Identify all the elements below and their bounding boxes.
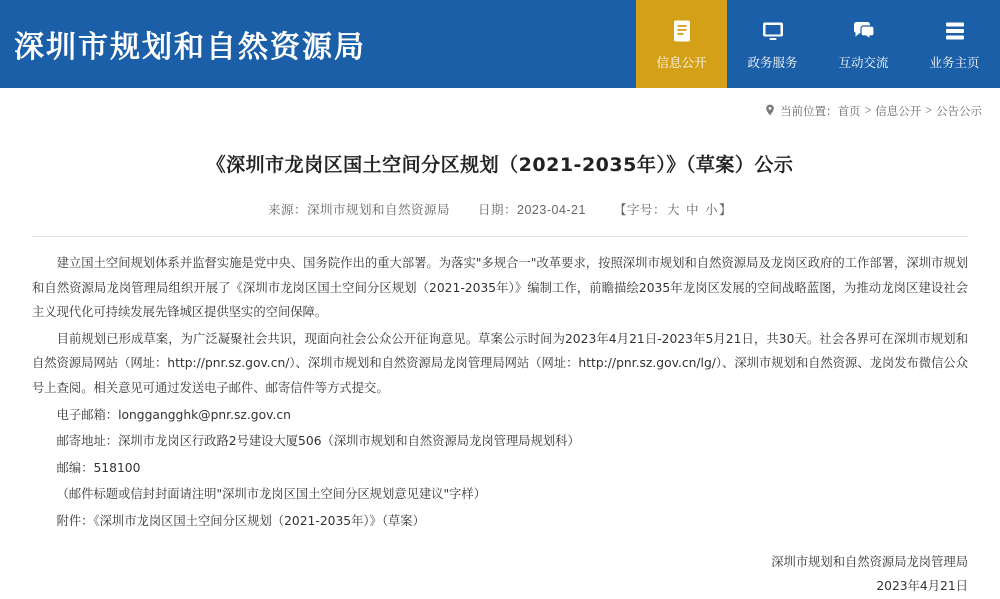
- nav-label: 信息公开: [656, 55, 707, 70]
- site-header: [0, 0, 1000, 88]
- article-meta: [32, 200, 968, 218]
- date-field: [478, 203, 590, 217]
- date-label: 日期：: [478, 203, 518, 217]
- bracket-open: 【: [613, 203, 627, 217]
- document-icon: [669, 18, 695, 44]
- nav-item-interaction[interactable]: [818, 0, 909, 88]
- site-title: 深圳市规划和自然资源局: [14, 30, 366, 65]
- contact-postcode: 邮编：518100: [56, 460, 141, 475]
- signature-date: 2023年4月21日: [876, 579, 968, 594]
- primary-nav: [636, 0, 1000, 88]
- breadcrumb-item-home[interactable]: 首页: [837, 106, 861, 118]
- divider: [32, 236, 968, 237]
- paragraph: 建立国土空间规划体系并监督实施是党中央、国务院作出的重大部署。为落实"多规合一"改革要求，按照深圳市规划和自然资源局及龙岗区政府的工作部署，深圳市规划和自然资源局龙岗管理局组织开展了《深圳市龙岗区国土空间分区规划（2021-2035年）》编制工作，前瞻描绘2035年龙岗区发展的空间战略蓝图，为推动龙岗区建设社会主义现代化可持续发展先锋城区提供坚实的空间保障。: [32, 256, 968, 320]
- paragraph: 目前规划已形成草案，为广泛凝聚社会共识，现面向社会公众公开征询意见。草案公示时间为2023年4月21日-2023年5月21日，共30天。社会各界可在深圳市规划和自然资源局网站（网址：http://pnr.sz.gov.cn/）、深圳市规划和自然资源局龙岗管理局网站（网址：http://pnr.sz.gov.cn/lg/）、深圳市规划和自然资源、龙岗发布微信公众号上查阅。相关意见可通过发送电子邮件、邮寄信件等方式提交。: [32, 331, 968, 395]
- source-field: [268, 203, 454, 217]
- article: [0, 150, 1000, 599]
- breadcrumb-item-information-disclosure[interactable]: 信息公开: [875, 106, 922, 118]
- font-size-controls: [614, 203, 732, 217]
- breadcrumb-separator: >: [925, 105, 932, 117]
- breadcrumb-prefix: 当前位置：: [780, 106, 838, 118]
- list-icon: [942, 18, 968, 44]
- signature: [32, 550, 968, 599]
- font-size-medium-button[interactable]: 中: [685, 203, 699, 217]
- chat-icon: [851, 18, 877, 44]
- contact-note: （邮件标题或信封封面请注明"深圳市龙岗区国土空间分区规划意见建议"字样）: [56, 487, 487, 502]
- breadcrumb-separator: >: [864, 105, 872, 117]
- signature-org: 深圳市规划和自然资源局龙岗管理局: [771, 554, 968, 569]
- nav-label: 业务主页: [929, 55, 980, 70]
- source-label: 来源：: [267, 203, 307, 217]
- page-title: 《深圳市龙岗区国土空间分区规划（2021-2035年）》（草案）公示: [206, 154, 794, 176]
- nav-item-business-home[interactable]: [909, 0, 1000, 88]
- font-size-large-button[interactable]: 大: [666, 203, 680, 217]
- source-value: 深圳市规划和自然资源局: [307, 203, 451, 217]
- nav-item-government-services[interactable]: [727, 0, 818, 88]
- article-body: [32, 251, 968, 534]
- attachment-line: 附件：《深圳市龙岗区国土空间分区规划（2021-2035年）》（草案）: [56, 513, 425, 528]
- bracket-close: 】: [719, 203, 733, 217]
- nav-label: 互动交流: [838, 55, 889, 70]
- breadcrumb: [0, 88, 1000, 134]
- nav-label: 政务服务: [747, 55, 798, 70]
- contact-address: 邮寄地址：深圳市龙岗区行政路2号建设大厦506（深圳市规划和自然资源局龙岗管理局规划科）: [56, 434, 580, 449]
- location-pin-icon: [765, 104, 775, 119]
- font-size-small-button[interactable]: 小: [704, 203, 718, 217]
- nav-item-information-disclosure[interactable]: [636, 0, 727, 88]
- date-value: 2023-04-21: [517, 203, 586, 217]
- breadcrumb-item-announcements[interactable]: 公告公示: [936, 106, 982, 118]
- monitor-icon: [760, 18, 786, 44]
- header-brand[interactable]: [0, 0, 636, 88]
- contact-email: 电子邮箱：longgangghk@pnr.sz.gov.cn: [56, 407, 291, 422]
- font-size-label: 字号：: [626, 203, 666, 217]
